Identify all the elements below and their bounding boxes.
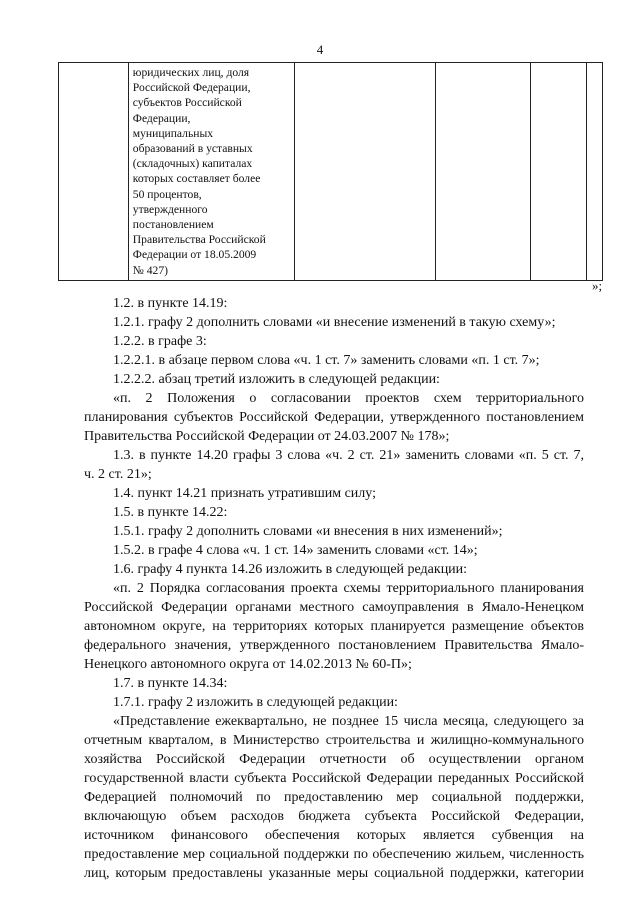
paragraph: 1.2. в пункте 14.19:	[113, 296, 228, 311]
cell-line: (складочных) капиталах	[132, 157, 253, 171]
paragraph: «п. 2 Порядка согласования проекта схемы территориального планирования	[113, 581, 584, 596]
paragraph: лиц, которым предоставлены указанные меры социальной поддержки, категории	[84, 866, 584, 881]
cell-line: муниципальных	[132, 126, 214, 140]
cell-line: утвержденного	[132, 202, 208, 216]
cell-line: Федерации,	[132, 111, 191, 125]
paragraph: 1.4. пункт 14.21 признать утратившим силу;	[113, 486, 376, 501]
paragraph: планирования субъектов Российской Федерации, утвержденного постановлением	[84, 410, 584, 425]
cell-line: Федерации от 18.05.2009	[132, 248, 257, 262]
table-cell-empty	[295, 63, 436, 281]
paragraph: 1.7.1. графу 2 изложить в следующей редакции:	[113, 695, 398, 710]
paragraph: «Представление ежеквартально, не позднее 15 числа месяца, следующего за	[113, 714, 584, 729]
paragraph: 1.2.1. графу 2 дополнить словами «и внесение изменений в такую схему»;	[113, 315, 556, 330]
paragraph: 1.3. в пункте 14.20 графы 3 слова «ч. 2 ст. 21» заменить словами «п. 5 ст. 7,	[113, 448, 584, 463]
paragraph: 1.5. в пункте 14.22:	[113, 505, 228, 520]
paragraph: 1.6. графу 4 пункта 14.26 изложить в следующей редакции:	[113, 562, 468, 577]
paragraph: источником финансового обеспечения которых является субвенция на	[84, 828, 584, 843]
paragraph: Ненецкого автономного округа от 14.02.2013 № 60-П»;	[84, 657, 412, 672]
table-cell-empty	[587, 63, 603, 281]
paragraph: 1.5.1. графу 2 дополнить словами «и внесения в них изменений»;	[113, 524, 503, 539]
cell-line: юридических лиц, доля	[132, 66, 250, 79]
paragraph: автономном округе, на территориях которых планируется размещение объектов	[84, 619, 584, 634]
paragraph: 1.2.2. в графе 3:	[113, 334, 207, 349]
table-cell-empty	[435, 63, 530, 281]
closing-quote: »;	[592, 278, 603, 293]
page-number: 4	[316, 42, 324, 57]
table-cell-text	[128, 63, 295, 281]
document-body	[84, 294, 584, 883]
table-fragment	[58, 62, 603, 281]
paragraph: Правительства Российской Федерации от 24.03.2007 № 178»;	[84, 429, 450, 444]
paragraph: включающую объем расходов бюджета субъекта Российской Федерации,	[84, 809, 584, 824]
table-cell-empty	[59, 63, 129, 281]
cell-line: субъектов Российской	[132, 96, 242, 110]
cell-line: постановлением	[132, 218, 214, 232]
paragraph: Федерацией полномочий по предоставлению мер социальной поддержки,	[84, 790, 584, 805]
paragraph: ч. 2 ст. 21»;	[84, 467, 152, 482]
cell-line: Правительства Российской	[132, 233, 266, 247]
paragraph: предоставление мер социальной поддержки по обеспечению жильем, численность	[84, 847, 584, 862]
paragraph: отчетным кварталом, в Министерство строительства и жилищно-коммунального	[84, 733, 584, 748]
paragraph: федерального значения, утвержденного постановлением Правительства Ямало-	[84, 638, 584, 653]
cell-line: Российской Федерации,	[132, 81, 251, 95]
paragraph: 1.7. в пункте 14.34:	[113, 676, 228, 691]
cell-line: образований в уставных	[132, 142, 253, 156]
cell-line: 50 процентов,	[132, 187, 202, 201]
paragraph: государственной власти субъекта Российской Федерации переданных Российской	[84, 771, 584, 786]
paragraph: 1.2.2.1. в абзаце первом слова «ч. 1 ст. 7» заменить словами «п. 1 ст. 7»;	[113, 353, 540, 368]
paragraph: Российской Федерации органами местного самоуправления в Ямало-Ненецком	[84, 600, 584, 615]
paragraph: хозяйства Российской Федерации отчетности об осуществлении органом	[84, 752, 584, 767]
cell-line: которых составляет более	[132, 172, 261, 186]
cell-line: № 427)	[132, 263, 168, 277]
table-row	[59, 63, 603, 281]
table-cell-empty	[531, 63, 587, 281]
paragraph: 1.5.2. в графе 4 слова «ч. 1 ст. 14» заменить словами «ст. 14»;	[113, 543, 478, 558]
paragraph: «п. 2 Положения о согласовании проектов схем территориального	[113, 391, 584, 406]
paragraph: 1.2.2.2. абзац третий изложить в следующей редакции:	[113, 372, 440, 387]
